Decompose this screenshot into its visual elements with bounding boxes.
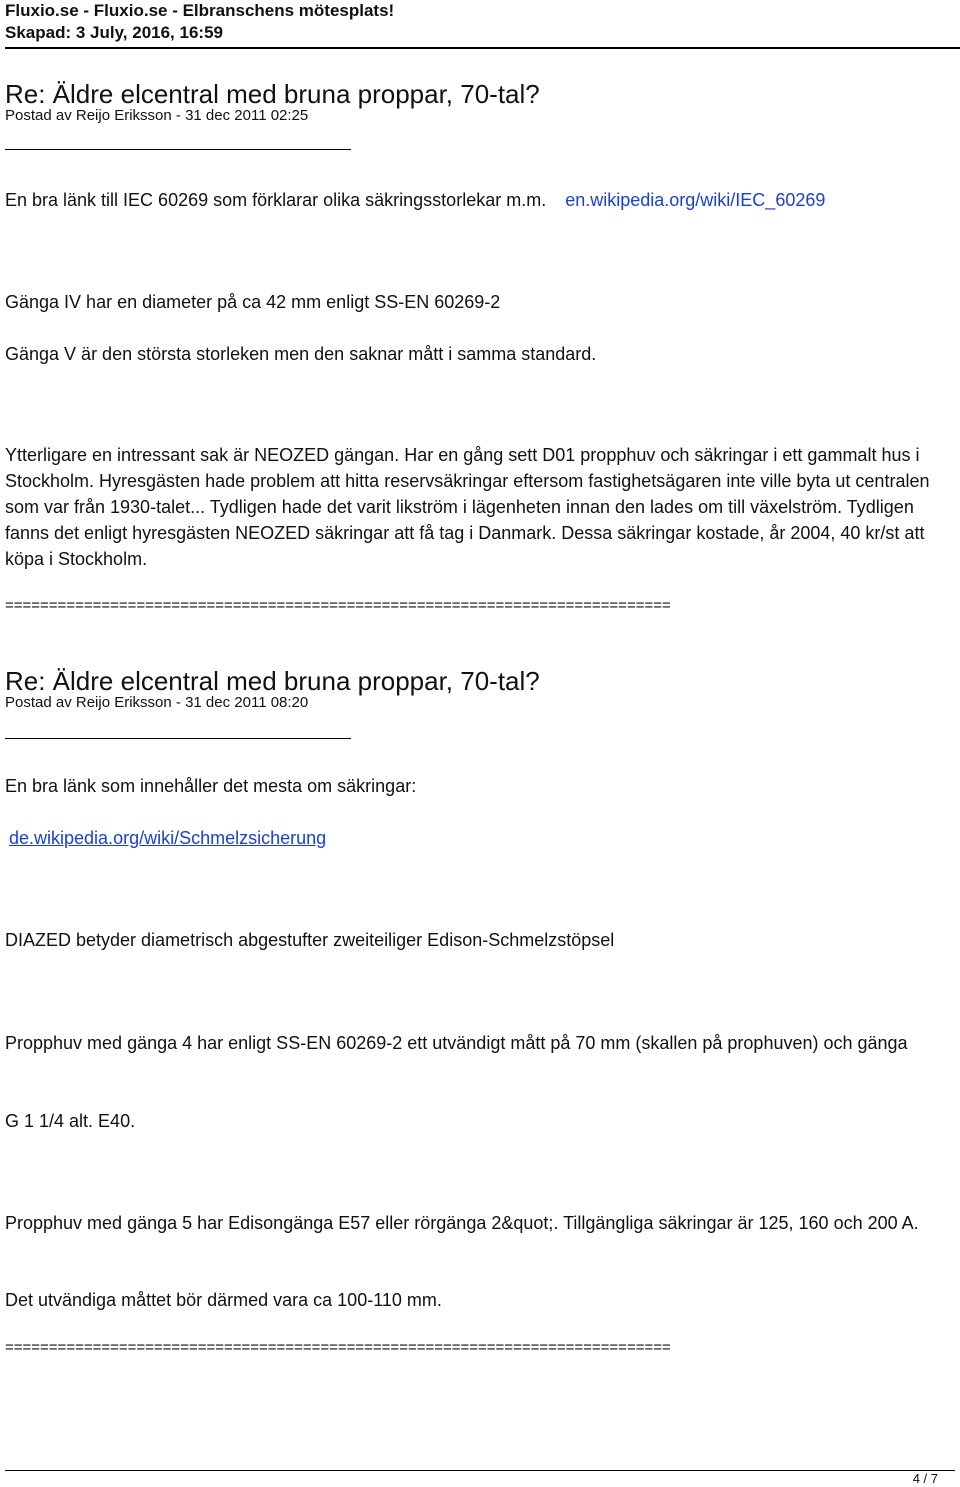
post-paragraph: Propphuv med gänga 4 har enligt SS-EN 60269-2 ett utvändigt mått på 70 mm (skallen på prophuven) och gänga (5, 1033, 908, 1053)
header-divider (5, 47, 960, 49)
post-title: Re: Äldre elcentral med bruna proppar, 70-tal? (5, 79, 540, 109)
created-date: Skapad: 3 July, 2016, 16:59 (5, 23, 223, 42)
post-title: Re: Äldre elcentral med bruna proppar, 70-tal? (5, 666, 540, 696)
post-separator: ============================================================================ (5, 597, 671, 614)
post-paragraph: Propphuv med gänga 5 har Edisongänga E57 eller rörgänga 2&quot;. Tillgängliga säkringar är 125, 160 och 200 A. (5, 1213, 919, 1233)
post-paragraph: Det utvändiga måttet bör därmed vara ca 100-110 mm. (5, 1290, 442, 1310)
post-paragraph: Ytterligare en intressant sak är NEOZED gängan. Har en gång sett D01 propphuv och säkringar i ett gammalt hus i Stockholm. Hyresgästen hade problem att hitta reservsäkringar eftersom fastighetsägaren inte ville byta ut centralen som var från 1930-talet... Tydligen hade det varit likström i lägenheten innan den lades om till växelström. Tydligen fanns det enligt hyresgästen NEOZED säkringar att få tag i Danmark. Dessa säkringar kostade, år 2004, 40 kr/st att köpa i Stockholm. (5, 445, 930, 569)
post-intro (5, 187, 825, 213)
post-intro-text: En bra länk som innehåller det mesta om säkringar: (5, 776, 417, 796)
post-intro-text: En bra länk till IEC 60269 som förklarar olika säkringsstorlekar m.m. (5, 190, 547, 210)
footer-divider (5, 1470, 955, 1471)
wiki-link-schmelzsicherung[interactable]: de.wikipedia.org/wiki/Schmelzsicherung (9, 828, 327, 848)
post-paragraph: Gänga V är den största storleken men den saknar mått i samma standard. (5, 344, 597, 364)
signature-line (5, 149, 351, 150)
post-paragraph: G 1 1/4 alt. E40. (5, 1111, 136, 1131)
page-number: 4 / 7 (912, 1471, 938, 1486)
wiki-link-iec[interactable]: en.wikipedia.org/wiki/IEC_60269 (565, 190, 826, 210)
post-paragraph: Gänga IV har en diameter på ca 42 mm enligt SS-EN 60269-2 (5, 292, 501, 312)
post-meta: Postad av Reijo Eriksson - 31 dec 2011 02:25 (5, 107, 309, 124)
post-separator: ============================================================================ (5, 1339, 671, 1356)
post-paragraph: DIAZED betyder diametrisch abgestufter zweiteiliger Edison-Schmelzstöpsel (5, 930, 615, 950)
post-meta: Postad av Reijo Eriksson - 31 dec 2011 08:20 (5, 694, 309, 711)
site-title: Fluxio.se - Fluxio.se - Elbranschens mötesplats! (5, 1, 395, 20)
signature-line (5, 738, 351, 739)
